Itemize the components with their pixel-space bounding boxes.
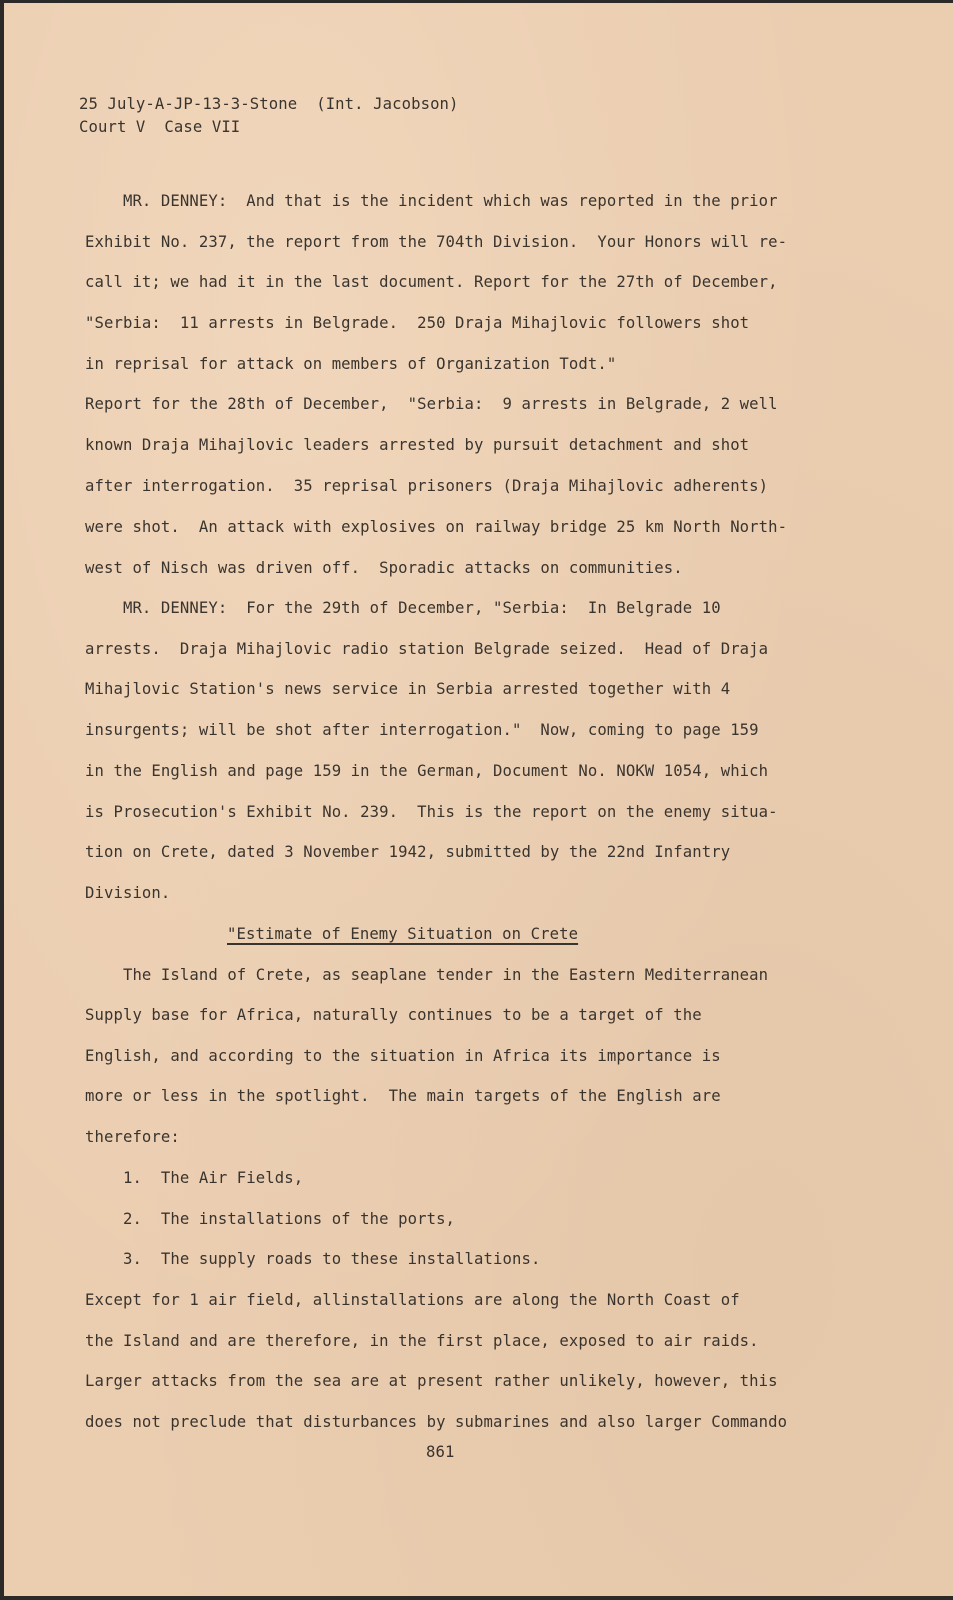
section-line: therefore: [85, 1128, 180, 1146]
body-line: insurgents; will be shot after interrogation." Now, coming to page 159 [85, 721, 759, 739]
body-line: call it; we had it in the last document. Report for the 27th of December, [85, 273, 778, 291]
closing-line: Except for 1 air field, allinstallations are along the North Coast of [85, 1291, 740, 1309]
body-line: known Draja Mihajlovic leaders arrested by pursuit detachment and shot [85, 436, 750, 454]
body-line: in the English and page 159 in the German, Document No. NOKW 1054, which [85, 762, 769, 780]
body-line: tion on Crete, dated 3 November 1942, submitted by the 22nd Infantry [85, 843, 731, 861]
body-line: in reprisal for attack on members of Organization Todt." [85, 355, 617, 373]
body-line: arrests. Draja Mihajlovic radio station Belgrade seized. Head of Draja [85, 640, 769, 658]
section-line: Supply base for Africa, naturally continues to be a target of the [85, 1006, 702, 1024]
body-line: west of Nisch was driven off. Sporadic attacks on communities. [85, 559, 683, 577]
header-line-2: Court V Case VII [79, 118, 241, 136]
document-header [79, 93, 459, 139]
body-line: Report for the 28th of December, "Serbia: 9 arrests in Belgrade, 2 well [85, 395, 778, 413]
section-heading: "Estimate of Enemy Situation on Crete [227, 925, 579, 943]
body-line: Division. [85, 884, 171, 902]
list-item: 1. The Air Fields, [85, 1169, 304, 1187]
list-item: 2. The installations of the ports, [85, 1210, 456, 1228]
section-line: more or less in the spotlight. The main targets of the English are [85, 1087, 721, 1105]
document-page [4, 3, 953, 1596]
body-line: MR. DENNEY: And that is the incident which was reported in the prior [85, 192, 778, 210]
section-line: English, and according to the situation in Africa its importance is [85, 1047, 721, 1065]
body-line: MR. DENNEY: For the 29th of December, "Serbia: In Belgrade 10 [85, 599, 721, 617]
closing-line: does not preclude that disturbances by submarines and also larger Commando [85, 1413, 788, 1431]
body-line: "Serbia: 11 arrests in Belgrade. 250 Draja Mihajlovic followers shot [85, 314, 750, 332]
closing-line: the Island and are therefore, in the first place, exposed to air raids. [85, 1332, 759, 1350]
body-line: after interrogation. 35 reprisal prisoners (Draja Mihajlovic adherents) [85, 477, 769, 495]
body-line: Mihajlovic Station's news service in Serbia arrested together with 4 [85, 680, 731, 698]
closing-line: Larger attacks from the sea are at present rather unlikely, however, this [85, 1372, 778, 1390]
body-line: is Prosecution's Exhibit No. 239. This is the report on the enemy situa- [85, 803, 778, 821]
header-line-1: 25 July-A-JP-13-3-Stone (Int. Jacobson) [79, 95, 459, 113]
body-line: were shot. An attack with explosives on railway bridge 25 km North North- [85, 518, 788, 536]
list-item: 3. The supply roads to these installations. [85, 1250, 541, 1268]
body-line: Exhibit No. 237, the report from the 704th Division. Your Honors will re- [85, 233, 788, 251]
page-number: 861 [426, 1443, 455, 1461]
section-line: The Island of Crete, as seaplane tender in the Eastern Mediterranean [85, 966, 769, 984]
